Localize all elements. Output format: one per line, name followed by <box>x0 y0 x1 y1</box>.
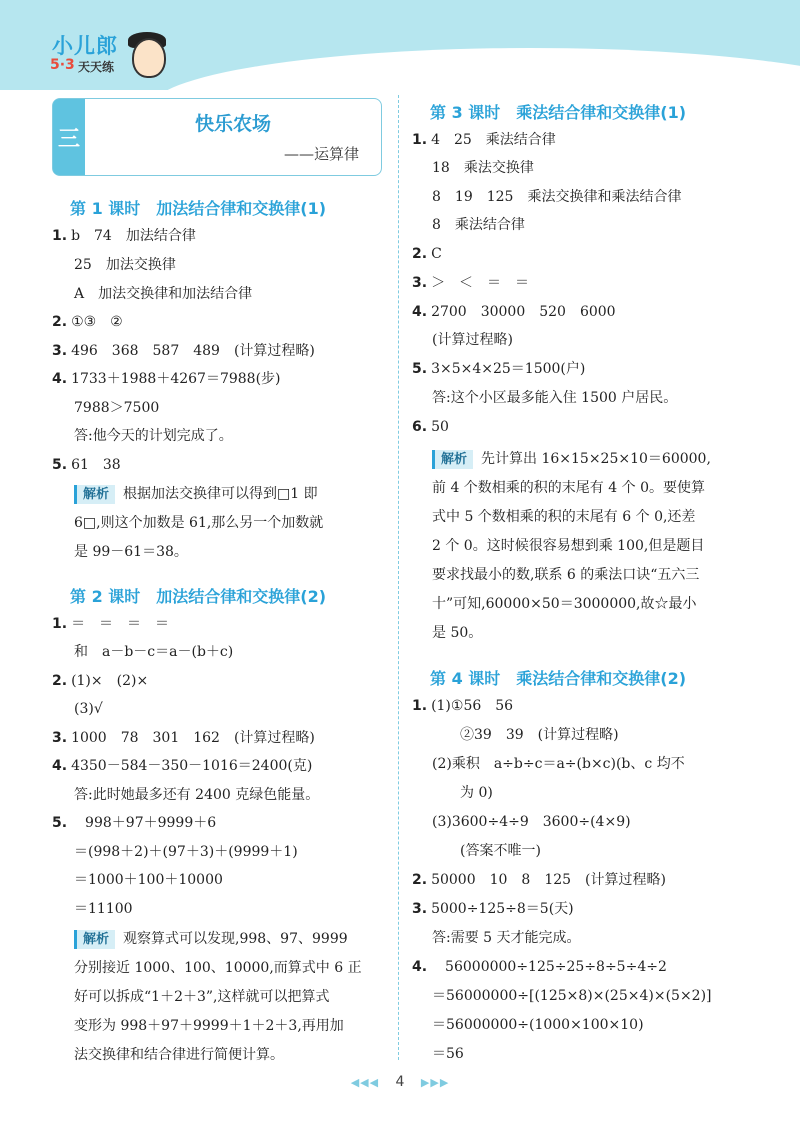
answer-line: 答:这个小区最多能入住 1500 户居民。 <box>432 390 678 406</box>
analysis-line: 法交换律和结合律进行简便计算。 <box>74 1047 284 1063</box>
analysis-line: 要求找最小的数,联系 6 的乘法口诀“五六三 <box>432 567 700 583</box>
lesson-4-title: 第 4 课时 乘法结合律和交换律(2) <box>430 669 687 688</box>
analysis-tag: 解析 <box>74 485 115 504</box>
next-arrows-icon: ▶▶▶ <box>420 1076 450 1089</box>
unit-title: 快乐农场 <box>194 113 271 135</box>
answer-line: 和 a－b－c＝a－(b＋c) <box>74 644 234 660</box>
answer-line: 答:他今天的计划完成了。 <box>74 428 233 444</box>
analysis-line: 变形为 998＋97＋9999＋1＋2＋3,再用加 <box>74 1018 344 1034</box>
unit-header <box>52 98 382 176</box>
answer-line: 5. 3×5×4×25＝1500(户) <box>412 361 586 377</box>
answer-line: A 加法交换律和加法结合律 <box>74 286 253 302</box>
answer-line: (答案不唯一) <box>432 843 541 859</box>
answer-line: 2. ①③ ② <box>52 314 123 330</box>
answer-line: 4. 56000000÷125÷25÷8÷5÷4÷2 <box>412 959 667 975</box>
analysis-line: 2 个 0。这时候很容易想到乘 100,但是题目 <box>432 538 705 554</box>
unit-tab: 三 <box>53 99 85 175</box>
mascot-face-icon <box>132 38 166 78</box>
brand-name: 小儿郎 <box>52 34 118 58</box>
answer-line: 1. b 74 加法结合律 <box>52 228 196 244</box>
analysis-line: 是 99－61＝38。 <box>74 544 188 560</box>
analysis-line: 分别接近 1000、100、10000,而算式中 6 正 <box>74 960 362 976</box>
answer-line: 4. 4350－584－350－1016＝2400(克) <box>52 758 313 774</box>
analysis-line: 解析 根据加法交换律可以得到□1 即 <box>74 484 318 504</box>
answer-line: 4. 1733＋1988＋4267＝7988(步) <box>52 371 281 387</box>
answer-line: 答:此时她最多还有 2400 克绿色能量。 <box>74 787 320 803</box>
analysis-tag: 解析 <box>74 930 115 949</box>
answer-line: ＝56000000÷[(125×8)×(25×4)×(5×2)] <box>432 988 712 1004</box>
analysis-line: 十”可知,60000×50＝3000000,故☆最小 <box>432 596 697 612</box>
answer-line: ＝56000000÷(1000×100×10) <box>432 1017 644 1033</box>
analysis-line: 好可以拆成“1＋2＋3”,这样就可以把算式 <box>74 989 330 1005</box>
answer-line: 3. ＞ ＜ ＝ ＝ <box>412 275 530 291</box>
answer-line: 为 0) <box>432 785 493 801</box>
answer-line: 8 19 125 乘法交换律和乘法结合律 <box>432 189 682 205</box>
answer-line: (计算过程略) <box>432 332 513 348</box>
answer-line: 8 乘法结合律 <box>432 217 525 233</box>
answer-line: ＝1000＋100＋10000 <box>74 872 223 888</box>
answer-line: 3. 1000 78 301 162 (计算过程略) <box>52 730 315 746</box>
answer-line: 1. (1)①56 56 <box>412 698 514 714</box>
page-footer <box>0 1074 800 1090</box>
answer-line: 5. 61 38 <box>52 457 121 473</box>
answer-line: (3)√ <box>74 701 103 717</box>
answer-line: (3)3600÷4÷9 3600÷(4×9) <box>432 814 631 830</box>
lesson-3-title: 第 3 课时 乘法结合律和交换律(1) <box>430 103 687 122</box>
answer-line: 1. ＝ ＝ ＝ ＝ <box>52 616 170 632</box>
analysis-line: 前 4 个数相乘的积的末尾有 4 个 0。要使算 <box>432 480 705 496</box>
answer-line: 2. (1)× (2)× <box>52 673 149 689</box>
answer-line: 3. 5000÷125÷8＝5(天) <box>412 901 574 917</box>
unit-subtitle: ——运算律 <box>283 145 359 163</box>
answer-line: 18 乘法交换律 <box>432 160 534 176</box>
analysis-line: 式中 5 个数相乘的积的末尾有 6 个 0,还差 <box>432 509 696 525</box>
answer-line: 4. 2700 30000 520 6000 <box>412 304 616 320</box>
answer-line: 3. 496 368 587 489 (计算过程略) <box>52 343 315 359</box>
analysis-line: 解析 观察算式可以发现,998、97、9999 <box>74 929 348 949</box>
answer-line: 2. 50000 10 8 125 (计算过程略) <box>412 872 666 888</box>
answer-line: 7988＞7500 <box>74 400 160 416</box>
answer-line: ＝(998＋2)＋(97＋3)＋(9999＋1) <box>74 844 298 860</box>
analysis-line: 是 50。 <box>432 625 483 641</box>
analysis-tag: 解析 <box>432 450 473 469</box>
brand-series: 天天练 <box>78 60 115 74</box>
answer-line: (2)乘积 a÷b÷c＝a÷(b×c)(b、c 均不 <box>432 756 685 772</box>
answer-line: 5. 998＋97＋9999＋6 <box>52 815 217 831</box>
lesson-1-title: 第 1 课时 加法结合律和交换律(1) <box>70 199 327 218</box>
answer-line: ②39 39 (计算过程略) <box>432 727 619 743</box>
analysis-line: 6□,则这个加数是 61,那么另一个加数就 <box>74 515 324 531</box>
answer-line: ＝11100 <box>74 901 133 917</box>
answer-line: 25 加法交换律 <box>74 257 176 273</box>
prev-arrows-icon: ◀◀◀ <box>350 1076 380 1089</box>
column-divider <box>398 95 399 1060</box>
answer-line: ＝56 <box>432 1046 464 1062</box>
answer-line: 答:需要 5 天才能完成。 <box>432 930 581 946</box>
answer-line: 2. C <box>412 246 442 262</box>
lesson-2-title: 第 2 课时 加法结合律和交换律(2) <box>70 587 327 606</box>
page-number: 4 <box>395 1074 405 1090</box>
answer-line: 6. 50 <box>412 419 449 435</box>
brand-logo <box>48 30 158 82</box>
analysis-line: 解析 先计算出 16×15×25×10＝60000, <box>432 449 711 469</box>
brand-num: 5·3 <box>50 57 75 73</box>
answer-line: 1. 4 25 乘法结合律 <box>412 132 556 148</box>
